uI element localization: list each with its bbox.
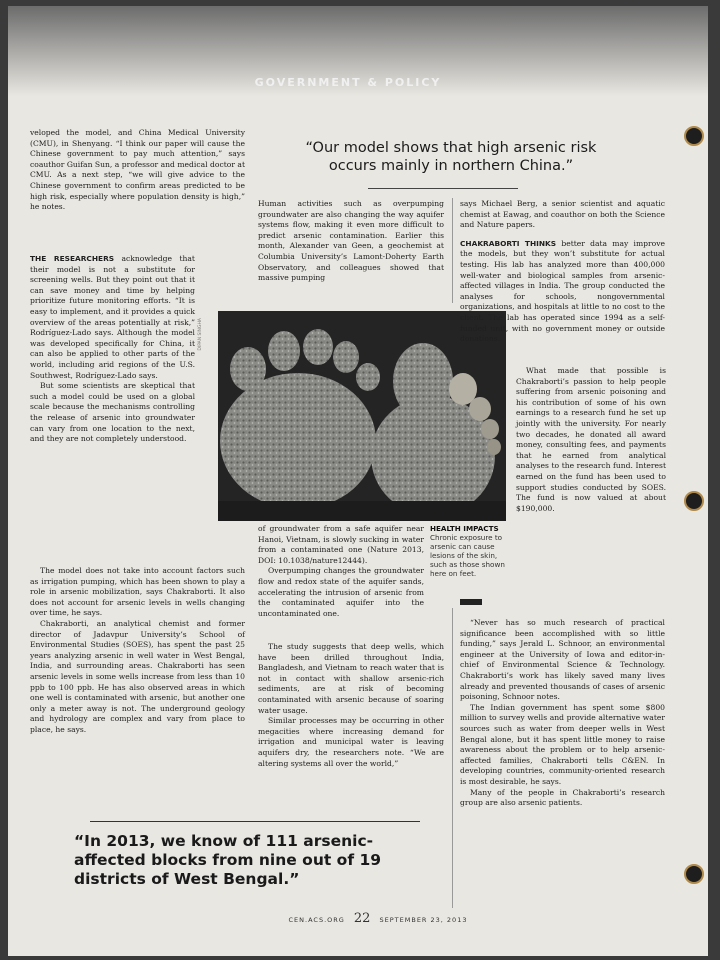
photo-caption bbox=[430, 524, 508, 578]
caption-head: HEALTH IMPACTS bbox=[430, 524, 499, 533]
right-column-lower bbox=[460, 618, 665, 809]
left-column bbox=[30, 128, 245, 213]
paragraph: of groundwater from a safe aquifer near Hanoi, Vietnam, is slowly sucking in water from a contaminated one (Nature 2013, DOI: 10.1038/nature12444). bbox=[258, 524, 424, 565]
section-header: GOVERNMENT & POLICY bbox=[254, 76, 442, 89]
right-column bbox=[460, 199, 665, 345]
paragraph: The model does not take into account factors such as irrigation pumping, which has been shown to play a role in arsenic mobilization, says Chakraborti. It also does not account for arsenic levels in wells changing over time, he says. bbox=[30, 566, 245, 618]
caption-marker bbox=[460, 599, 482, 605]
magazine-page bbox=[8, 6, 708, 956]
paragraph: Overpumping changes the groundwater flow and redox state of the aquifer sands, accelerating the intrusion of arsenic from the contaminated aquifer into the uncontaminated one. bbox=[258, 566, 424, 618]
column-rule bbox=[452, 198, 453, 303]
left-column-wrap bbox=[30, 254, 195, 445]
paragraph: “Never has so much research of practical significance been accomplished with so little funding,” says Jerald L. Schnoor, an environmental engineer at the University of Iowa and editor-in-chief of Environmental Science & Technology. Chakraborti’s work has likely saved many lives already and prevented thousands of cases of arsenic poisoning, Schnoor notes. bbox=[460, 618, 665, 702]
page-number: 22 bbox=[353, 911, 371, 926]
binder-hole bbox=[684, 864, 704, 884]
paragraph: Human activities such as overpumping groundwater are also changing the way aquifer systems flow, making it even more difficult to predict arsenic contamination. Earlier this month, Alexander van Geen, a geochemist at Columbia University’s Lamont-Doherty Earth Observatory, and colleagues showed that massive pumping bbox=[258, 199, 444, 283]
paragraph: Chakraborti, an analytical chemist and former director of Jadavpur University’s School of Environmental Studies (SOES), has spent the past 25 years analyzing arsenic in well water in West Bengal, India, and surrounding areas. Chakraborti has seen arsenic levels in some wells increase from less than 10 ppb to 100 ppb. He has also observed areas in which one well is contaminated with arsenic, but another one only a meter away is not. The underground geology and hydrology are complex and vary from place to place, he says. bbox=[30, 618, 245, 734]
paragraph: Similar processes may be occurring in other megacities where increasing demand for irrigation and municipal water is leaving aquifers dry, the researchers note. “We are altering systems all over the world,” bbox=[258, 716, 444, 768]
paragraph: veloped the model, and China Medical University (CMU), in Shenyang. “I think our paper will cause the Chinese government to pay much attention,” says coauthor Guifan Sun, a professor and medical doctor at CMU. As a next step, “we will give advice to the Chinese government to confirm areas predicted to be high risk, especially where population density is high,” he notes. bbox=[30, 128, 245, 212]
footer-site: CEN.ACS.ORG bbox=[288, 916, 345, 924]
paragraph: But some scientists are skeptical that such a model could be used on a global scale because the mechanisms controlling the release of arsenic into groundwater can vary from one location to the next, and they are not completely understood. bbox=[30, 381, 195, 444]
middle-column bbox=[258, 199, 444, 284]
paragraph: The study suggests that deep wells, which have been drilled throughout India, Bangladesh, and Vietnam to reach water that is not in contact with shallow arsenic-rich sediments, are at risk of becoming contaminated with arsenic because of soaring water usage. bbox=[258, 642, 444, 715]
middle-column-bottom bbox=[258, 642, 444, 769]
run-in-head: THE RESEARCHERS bbox=[30, 254, 115, 263]
pull-quote-top: “Our model shows that high arsenic risk occurs mainly in northern China.” bbox=[305, 140, 597, 174]
left-column-lower bbox=[30, 566, 245, 736]
pull-quote-bottom: “In 2013, we know of 111 arsenic-affected blocks from nine out of 19 districts of West Bengal.” bbox=[74, 832, 382, 888]
binder-hole bbox=[684, 126, 704, 146]
paragraph: The Indian government has spent some $800 million to survey wells and provide alternative water sources such as water from deeper wells in West Bengal alone, but it has spent little money to raise awareness about the problem or to help arsenic-affected families, Chakraborti tells C&EN. In developing countries, community-oriented research is most desirable, he says. bbox=[460, 702, 665, 786]
page-footer bbox=[258, 911, 498, 926]
run-in-head: CHAKRABORTI THINKS bbox=[460, 238, 557, 248]
paragraph: What made that possible is Chakraborti’s passion to help people suffering from arsenic poisoning and his contribution of some of his own earnings to a research fund he set up jointly with the university. For nearly two decades, he donated all award money, consulting fees, and payments that he earned from analytical analyses to the research fund. Interest earned on the fund has been used to support studies conducted by SOES. The fund is now valued at about $190,000. bbox=[516, 366, 666, 513]
divider bbox=[368, 188, 518, 189]
binder-hole bbox=[684, 491, 704, 511]
footer-date: SEPTEMBER 23, 2013 bbox=[379, 916, 468, 924]
divider bbox=[90, 821, 420, 822]
photo-credit: DIPAN SINGHA bbox=[198, 318, 203, 351]
column-rule bbox=[452, 608, 453, 908]
paragraph: says Michael Berg, a senior scientist and aquatic chemist at Eawag, and coauthor on both the Science and Nature papers. bbox=[460, 199, 665, 230]
paragraph: Many of the people in Chakraborti’s research group are also arsenic patients. bbox=[460, 787, 665, 808]
middle-column-lower bbox=[258, 524, 424, 619]
paragraph: THE RESEARCHERS acknowledge that their model is not a substitute for screening wells. But they point out that it can save money and time by helping prioritize future monitoring efforts. “It is easy to implement, and it provides a quick overview of the areas potentially at risk,” Rodríguez-Lado says. Although the model was developed specifically for China, it can also be applied to other parts of the world, including arid regions of the U.S. Southwest, Rodríguez-Lado says. bbox=[30, 254, 195, 380]
caption-text: Chronic exposure to arsenic can cause lesions of the skin, such as those shown here on feet. bbox=[430, 533, 505, 578]
paragraph: CHAKRABORTI THINKS better data may improve the models, but they won’t substitute for actual testing. His lab has analyzed more than 400,000 well-water and biological samples from arsenic-affected villages in India. The group conducted the analyses for schools, nongovernmental organizations, and hospitals at little to no cost to the client. The lab has operated since 1994 as a self-funded unit, with no government money or outside donations. bbox=[460, 238, 665, 344]
right-column-wrap bbox=[516, 366, 666, 514]
